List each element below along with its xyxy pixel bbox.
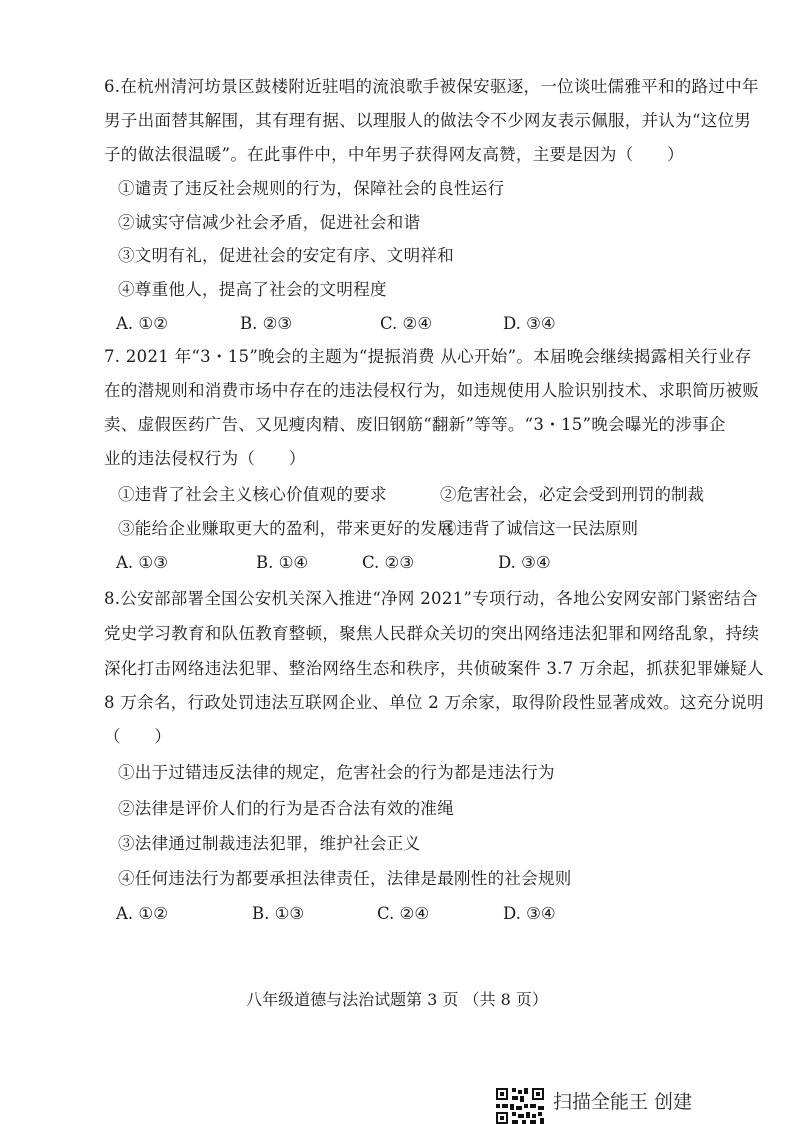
q6-item-2: ②诚实守信减少社会矛盾，促进社会和谐	[118, 213, 421, 232]
q7-stem-line-1: 7. 2021 年“3・15”晚会的主题为“提振消费 从心开始”。本届晚会继续揭露相关行业存	[104, 347, 752, 366]
q6-option-b: B. ②③	[240, 314, 293, 333]
q8-option-c: C. ②④	[377, 904, 430, 923]
q7-option-a: A. ①③	[116, 553, 168, 572]
q7-stem-line-3: 卖、虚假医药广告、又见瘦肉精、废旧钢筋“翻新”等等。“3・15”晚会曝光的涉事企	[104, 415, 726, 434]
page-footer: 八年级道德与法治试题第 3 页 （共 8 页）	[246, 990, 548, 1009]
q7-item-3: ③能给企业赚取更大的盈利，带来更好的发展	[118, 519, 454, 538]
q8-item-1: ①出于过错违反法律的规定，危害社会的行为都是违法行为	[118, 763, 555, 782]
q8-stem-line-5: （ ）	[104, 727, 172, 746]
scanner-watermark: 扫描全能王 创建	[553, 1091, 693, 1113]
q6-item-1: ①谴责了违反社会规则的行为，保障社会的良性运行	[118, 179, 505, 198]
qr-code-icon	[496, 1088, 544, 1124]
q8-item-2: ②法律是评价人们的行为是否合法有效的准绳	[118, 799, 454, 818]
q8-item-4: ④任何违法行为都要承担法律责任，法律是最刚性的社会规则	[118, 869, 572, 888]
q6-stem-line-3: 子的做法很温暖”。在此事件中，中年男子获得网友高赞，主要是因为（ ）	[104, 145, 684, 164]
q6-item-4: ④尊重他人，提高了社会的文明程度	[118, 280, 387, 299]
q7-stem-line-2: 在的潜规则和消费市场中存在的违法侵权行为，如违规使用人脸识别技术、求职简历被贩	[104, 381, 760, 400]
q8-option-a: A. ①②	[116, 904, 168, 923]
q8-stem-line-1: 8.公安部部署全国公安机关深入推进“净网 2021”专项行动，各地公安网安部门紧密结合	[104, 589, 758, 608]
q7-option-c: C. ②③	[362, 553, 415, 572]
q8-stem-line-2: 党史学习教育和队伍教育整顿，聚焦人民群众关切的突出网络违法犯罪和网络乱象，持续	[104, 624, 760, 643]
q6-item-3: ③文明有礼，促进社会的安定有序、文明祥和	[118, 246, 454, 265]
q7-item-4: ④违背了诚信这一民法原则	[440, 519, 638, 538]
q7-stem-line-4: 业的违法侵权行为（ ）	[104, 449, 306, 468]
q6-stem-line-2: 男子出面替其解围，其有理有据、以理服人的做法令不少网友表示佩服，并认为“这位男	[104, 111, 752, 130]
q8-option-d: D. ③④	[503, 904, 556, 923]
q7-item-1: ①违背了社会主义核心价值观的要求	[118, 485, 387, 504]
q8-stem-line-4: 8 万余名，行政处罚违法互联网企业、单位 2 万余家，取得阶段性显著成效。这充分说明	[104, 693, 764, 712]
q7-item-2: ②危害社会，必定会受到刑罚的制裁	[440, 485, 704, 504]
q6-option-a: A. ①②	[116, 314, 168, 333]
q7-option-b: B. ①④	[256, 553, 309, 572]
q6-option-c: C. ②④	[380, 314, 433, 333]
q6-stem-line-1: 6.在杭州清河坊景区鼓楼附近驻唱的流浪歌手被保安驱逐，一位谈吐儒雅平和的路过中年	[104, 77, 759, 96]
q8-option-b: B. ①③	[252, 904, 305, 923]
q7-option-d: D. ③④	[498, 553, 551, 572]
q6-option-d: D. ③④	[503, 314, 556, 333]
q8-item-3: ③法律通过制裁违法犯罪，维护社会正义	[118, 834, 421, 853]
q8-stem-line-3: 深化打击网络违法犯罪、整治网络生态和秩序，共侦破案件 3.7 万余起，抓获犯罪嫌疑人	[104, 659, 764, 678]
